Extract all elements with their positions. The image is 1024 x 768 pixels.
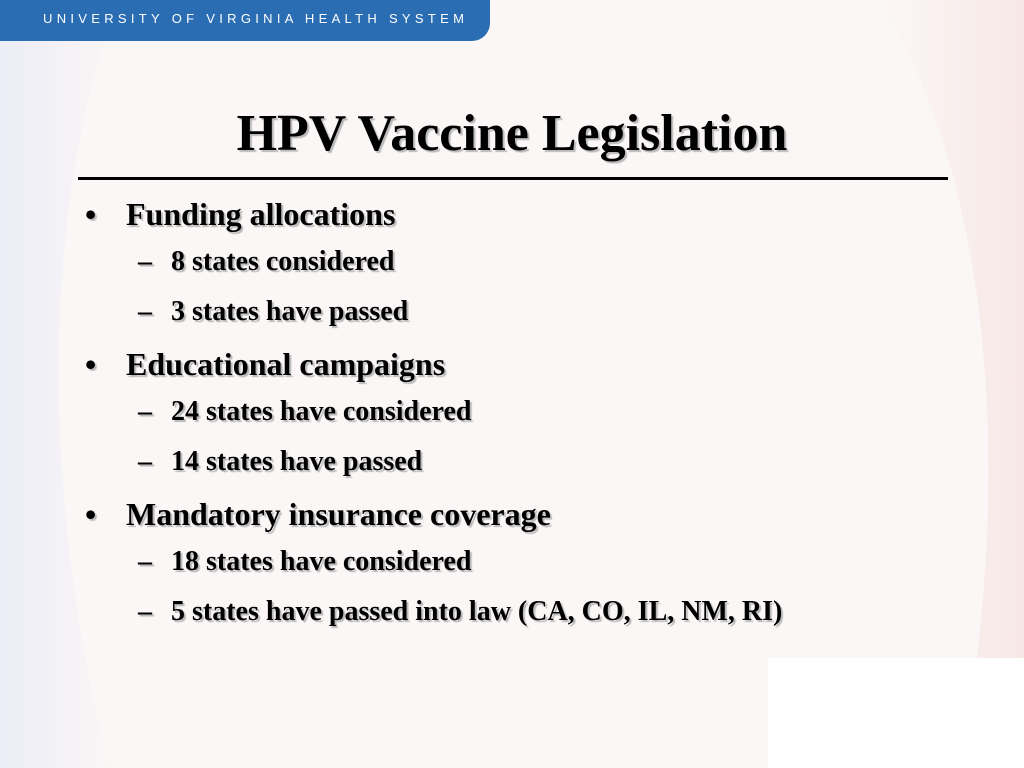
sub-bullet-item (85, 396, 985, 446)
sub-bullet-text: 3 states have passed (171, 296, 409, 327)
dash-marker: – (138, 396, 152, 427)
slide-title: HPV Vaccine Legislation (236, 105, 788, 162)
dash-marker: – (138, 446, 152, 477)
sub-bullet-item (85, 296, 985, 346)
bullet-text: Mandatory insurance coverage (126, 496, 551, 532)
sub-bullet-text: 24 states have considered (171, 396, 472, 427)
sub-bullet-item (85, 446, 985, 496)
bullet-list (85, 196, 985, 646)
bullet-text: Educational campaigns (126, 346, 446, 382)
dash-marker: – (138, 246, 152, 277)
bullet-marker: • (85, 196, 97, 232)
bullet-item (85, 196, 985, 246)
bullet-marker: • (85, 346, 97, 382)
corner-panel (768, 658, 1024, 768)
bullet-marker: • (85, 496, 97, 532)
sub-bullet-text: 14 states have passed (171, 446, 423, 477)
title-divider (78, 177, 948, 180)
sub-bullet-text: 18 states have considered (171, 546, 472, 577)
bullet-item (85, 496, 985, 546)
header-org-name: UNIVERSITY OF VIRGINIA HEALTH SYSTEM (43, 11, 469, 26)
bullet-text: Funding allocations (126, 196, 396, 232)
sub-bullet-item (85, 246, 985, 296)
sub-bullet-item (85, 546, 985, 596)
dash-marker: – (138, 596, 152, 627)
sub-bullet-item (85, 596, 985, 646)
bullet-item (85, 346, 985, 396)
dash-marker: – (138, 546, 152, 577)
sub-bullet-text: 5 states have passed into law (CA, CO, IL, NM, RI) (171, 596, 783, 627)
sub-bullet-text: 8 states considered (171, 246, 395, 277)
dash-marker: – (138, 296, 152, 327)
